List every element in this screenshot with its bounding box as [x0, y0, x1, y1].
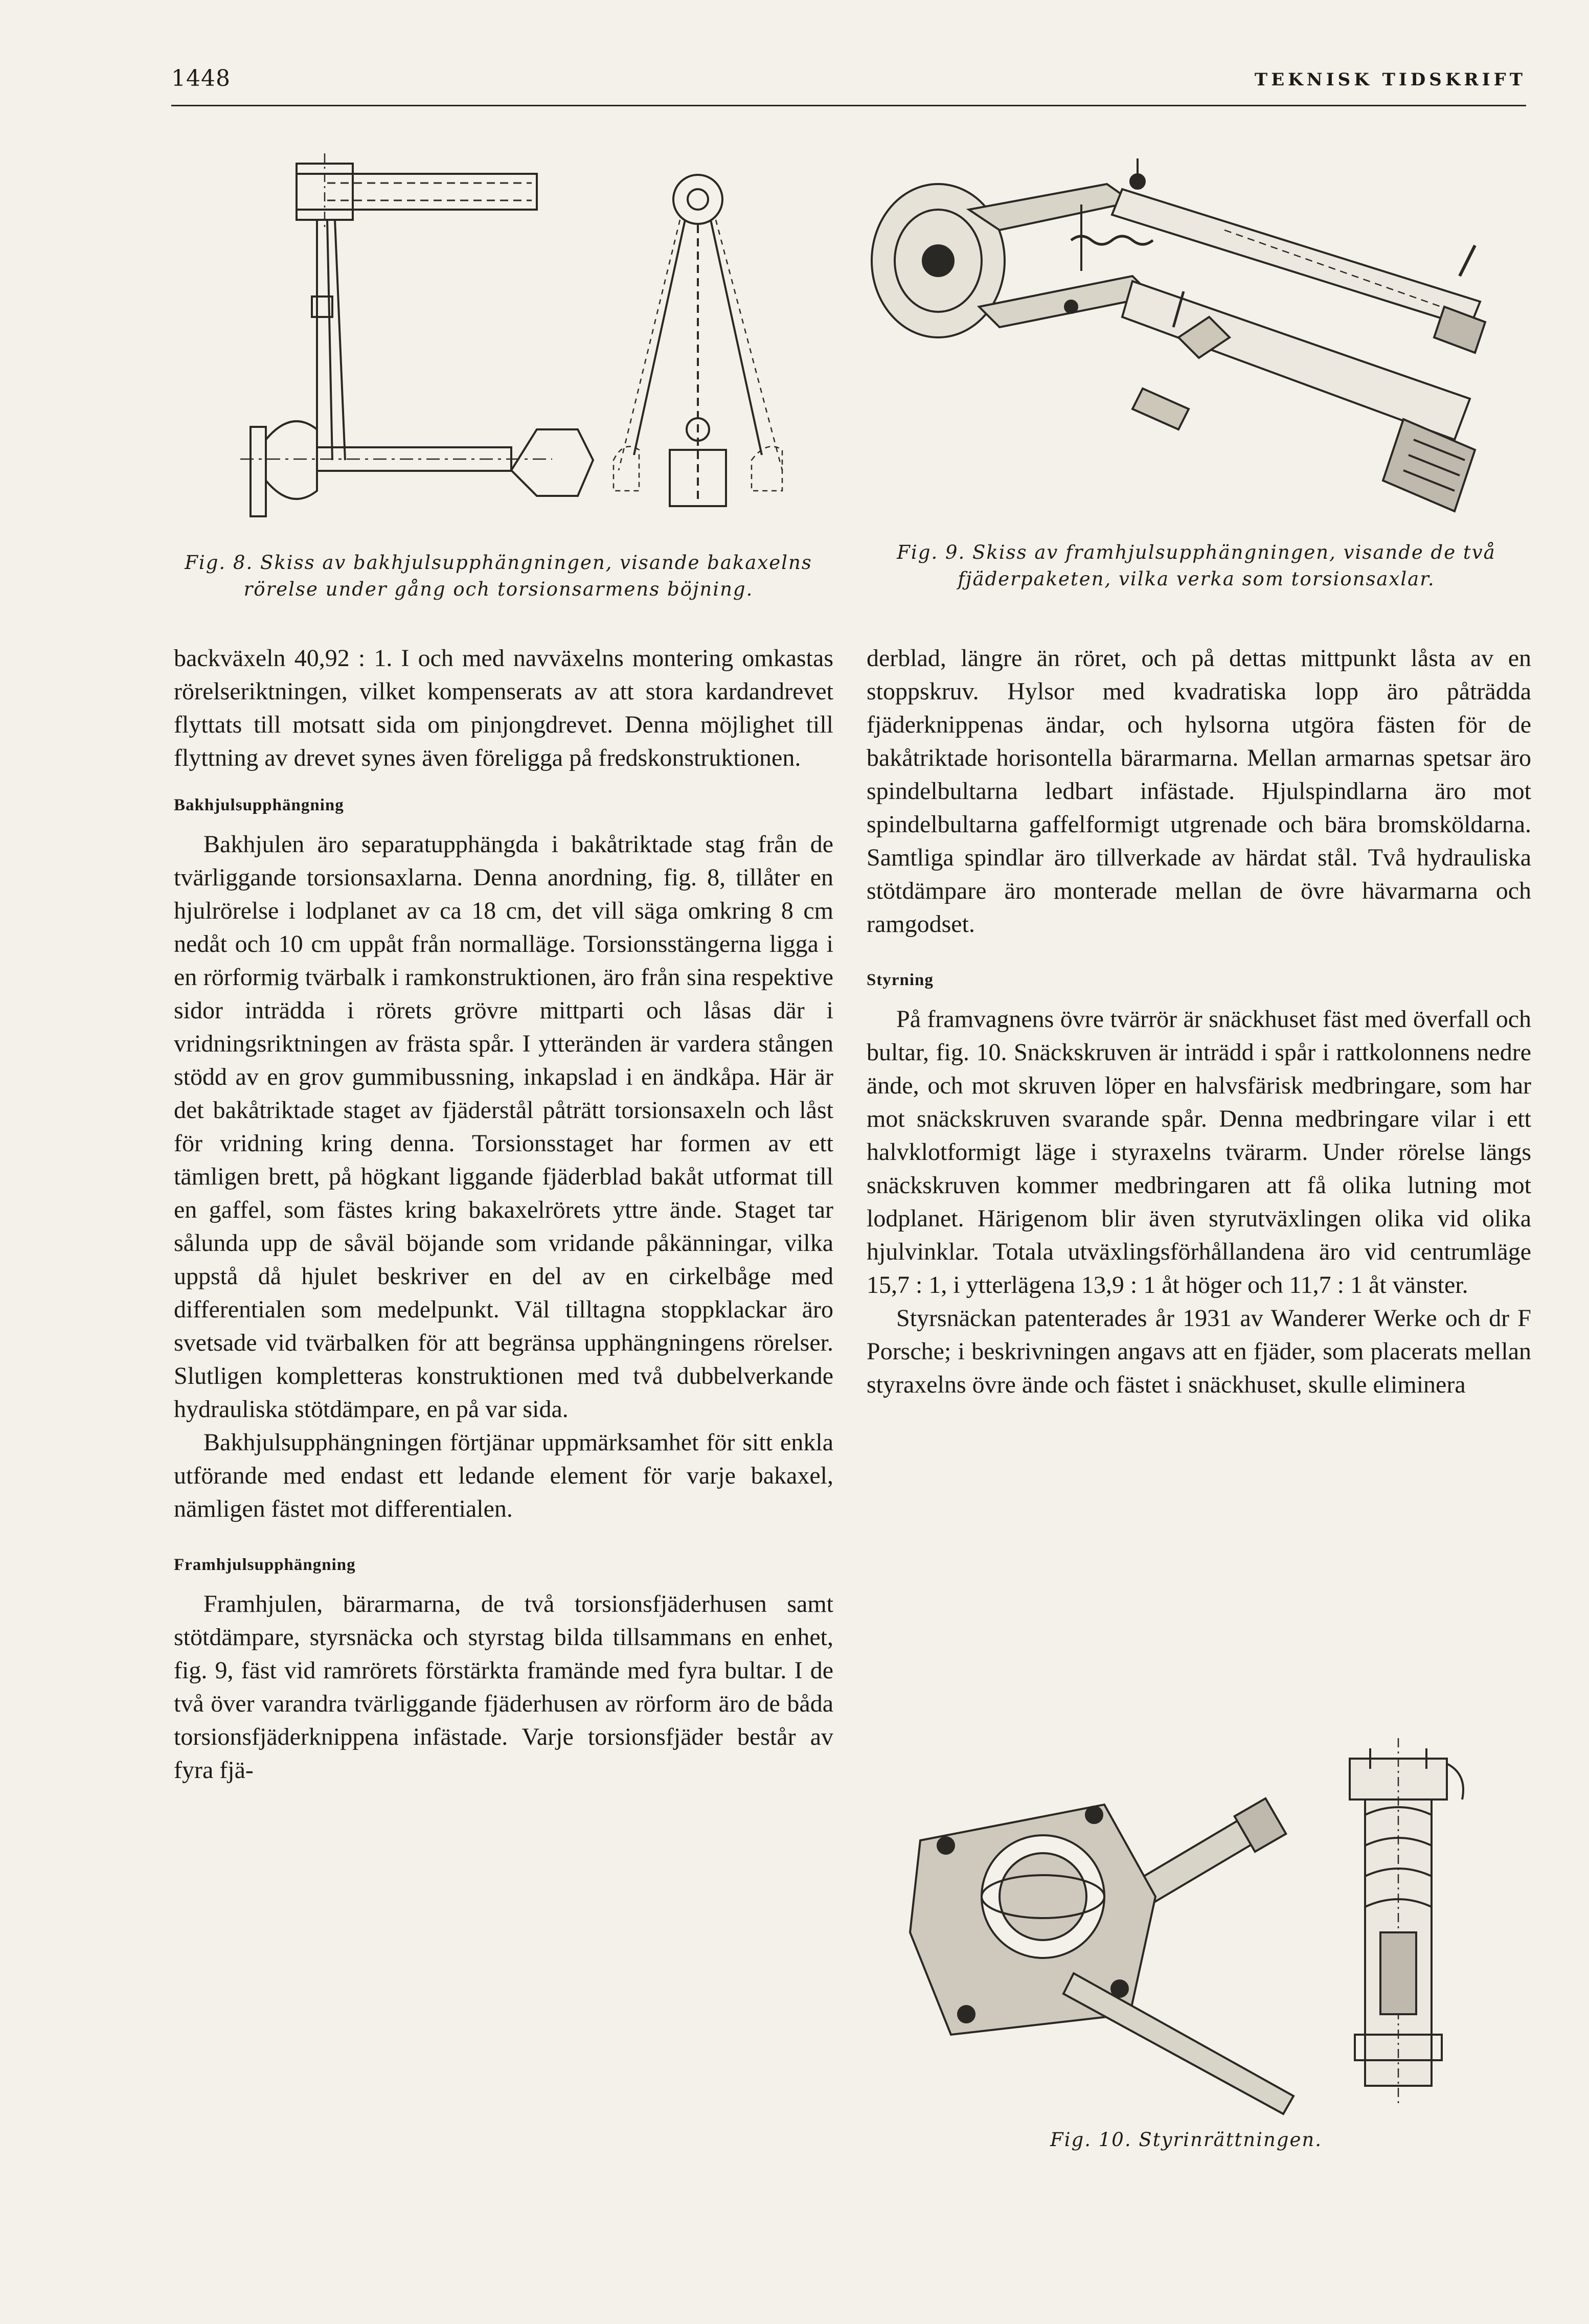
paragraph: Styrsnäckan patenterades år 1931 av Wanderer Werke och dr F Porsche; i beskrivningen angavs att en fjäder, som placerats mellan styraxelns övre ände och fästet i snäckhuset, skulle eliminera — [867, 1305, 1531, 1398]
section-heading-styrning: Styrning — [867, 971, 934, 989]
paragraph: Bakhjulsupphängningen förtjänar uppmärksamhet för sitt enkla utförande med endast ett ledande element för varje bakaxel, nämligen fästet mot differentialen. — [174, 1429, 833, 1522]
journal-title: TEKNISK TIDSKRIFT — [1254, 70, 1526, 90]
running-header — [171, 65, 1526, 101]
paragraph: derblad, längre än röret, och på dettas mittpunkt låsta av en stoppskruv. Hylsor med kvadratiska lopp äro påträdda fjäderknippenas ändar, och hylsorna utgöra fästen för de bakåtriktade horisontella bärarmarna. Mellan armarnas spetsar äro spindelbultarna ledbart infästade. Hjulspindlarna äro mot spindelbultarna gaffelformigt utgrenade och bära bromsköldarna. Samtliga spindlar äro tillverkade av härdat stål. Två hydrauliska stötdämpare äro monterade mellan de övre hävarmarna och ramgodset. — [867, 645, 1531, 938]
figure-9-front-suspension-sketch — [867, 153, 1526, 537]
figure-10-steering-gear — [890, 1728, 1508, 2116]
paragraph: Bakhjulen äro separatupphängda i bakåtriktade stag från de tvärliggande torsionsaxlarna. Denna anordning, fig. 8, tillåter en hjulrörelse i lodplanet av ca 18 cm, det vill säga omkring 8 cm nedåt och 10 cm uppåt från normalläge. Torsionsstängerna ligga i en rörformig tvärbalk i ramkonstruktionen, äro från sina respektive sidor inträdda i rörets grövre mittparti och låsas där i vridningsriktningen av frästa spår. I ytteränden är vardera stången stödd av en grov gummibussning, inkapslad i en ändkåpa. Här är det bakåtriktade staget av fjäderstål påträtt torsionsaxeln och låst för vridning kring denna. Torsionsstaget har formen av ett tämligen brett, på högkant liggande fjäderblad bakåt utformat till en gaffel, som fästes kring bakaxelrörets yttre ände. Staget tar sålunda upp de såväl böjande som vridande påkänningar, vilka uppstå då hjulet beskriver en del av en cirkelbåge med differentialen som medelpunkt. Väl tilltagna stoppklackar äro svetsade vid tvärbalken för att begränsa upphängningens rörelser. Slutligen kompletteras konstruktionen med två dubbelverkande hydrauliska stötdämpare, en på var sida. — [174, 831, 833, 1423]
section-heading-bakhjulsupphangning: Bakhjulsupphängning — [174, 796, 344, 814]
section-heading-framhjulsupphangning: Framhjulsupphängning — [174, 1556, 356, 1574]
right-column — [867, 642, 1531, 1401]
figure-8-rear-suspension-sketch — [220, 143, 844, 532]
front-suspension-sketch — [867, 153, 1526, 537]
paragraph: Framhjulen, bärarmarna, de två torsionsfjäderhusen samt stötdämpare, styrsnäcka och styrstag bilda tillsammans en enhet, fig. 9, fäst vid ramrörets förstärkta framände med fyra bultar. I de två över varandra tvärliggande fjäderhusen av rörform äro de båda torsionsfjäderknippena infästade. Varje torsionsfjäder består av fyra fjä- — [174, 1590, 833, 1784]
paragraph: backväxeln 40,92 : 1. I och med navväxelns montering omkastas rörelseriktningen, vilket kompenserats av att stora kardandrevet flyttats till motsatt sida om pinjongdrevet. Denna möjlighet till flyttning av drevet synes även föreligga på fredskonstruktionen. — [174, 645, 833, 771]
rear-suspension-sketch — [220, 143, 844, 532]
figure-8-caption: Fig. 8. Skiss av bakhjulsupphängningen, visande bakaxelns rörelse under gång och torsionsarmens böjning. — [185, 552, 812, 600]
figure-10-caption: Fig. 10. Styrinrättningen. — [1050, 2129, 1322, 2151]
left-column — [174, 642, 833, 1787]
header-rule — [171, 105, 1526, 106]
figure-9-caption: Fig. 9. Skiss av framhjulsupphängningen, visande de två fjäderpaketen, vilka verka som torsionsaxlar. — [897, 541, 1496, 590]
page-number: 1448 — [171, 65, 231, 92]
paragraph: På framvagnens övre tvärrör är snäckhuset fäst med överfall och bultar, fig. 10. Snäckskruven är inträdd i spår i rattkolonnens nedre ände, och mot skruven löper en halvsfärisk medbringare, som har mot snäckskruven svarande spår. Denna medbringare vilar i ett halvklotformigt läge i styraxelns tvärarm. Under rörelse längs snäckskruven kommer medbringaren att få olika lutning mot lodplanet. Härigenom blir även styrutväxlingen olika vid olika hjulvinklar. Totala utväxlingsförhållandena äro vid centrumläge 15,7 : 1, i ytterlägena 13,9 : 1 åt höger och 11,7 : 1 åt vänster. — [867, 1006, 1531, 1298]
steering-gear-drawing — [890, 1728, 1508, 2116]
